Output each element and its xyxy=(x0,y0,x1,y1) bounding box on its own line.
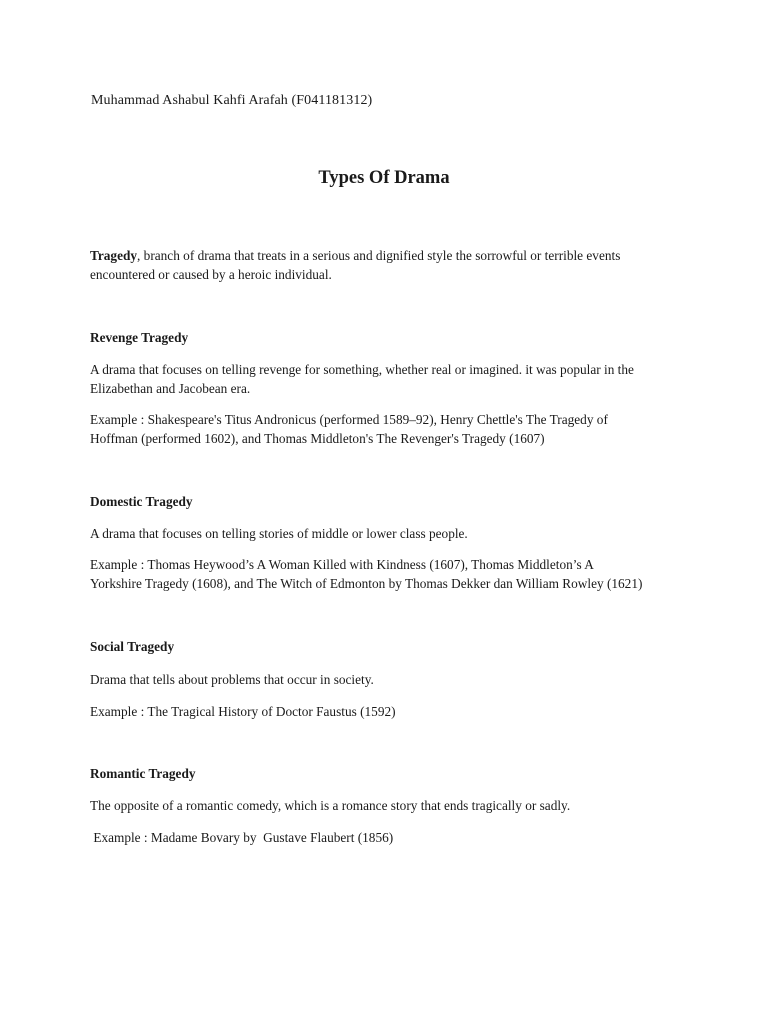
description-line: Drama that tells about problems that occur in society. xyxy=(90,672,374,687)
author-line: Muhammad Ashabul Kahfi Arafah (F041181312) xyxy=(91,93,373,108)
intro-line-2: encountered or caused by a heroic individual. xyxy=(90,266,332,282)
example-line: Yorkshire Tragedy (1608), and The Witch of Edmonton by Thomas Dekker dan William Rowley (1621) xyxy=(90,575,643,591)
section-example-domestic-tragedy xyxy=(90,556,690,593)
intro-term: Tragedy xyxy=(90,248,138,263)
section-heading-social-tragedy: Social Tragedy xyxy=(90,639,175,654)
description-line: Elizabethan and Jacobean era. xyxy=(90,380,251,396)
section-description-romantic-tragedy xyxy=(90,797,690,816)
example-line: Example : The Tragical History of Doctor Faustus (1592) xyxy=(90,704,396,719)
section-example-romantic-tragedy xyxy=(90,829,690,848)
intro-line-1-text: , branch of drama that treats in a serious and dignified style the sorrowful or terrible events xyxy=(137,248,621,263)
intro-line-1 xyxy=(90,247,690,266)
example-line: Example : Shakespeare's Titus Andronicus (performed 1589–92), Henry Chettle's The Tragedy of xyxy=(90,412,608,427)
section-description-social-tragedy xyxy=(90,671,690,690)
document-title: Types Of Drama xyxy=(318,168,450,188)
section-example-social-tragedy xyxy=(90,703,690,722)
section-heading-romantic-tragedy: Romantic Tragedy xyxy=(90,766,196,781)
section-description-revenge-tragedy xyxy=(90,361,690,398)
description-line: A drama that focuses on telling stories of middle or lower class people. xyxy=(90,526,468,541)
section-heading-revenge-tragedy: Revenge Tragedy xyxy=(90,330,189,345)
description-line: The opposite of a romantic comedy, which is a romance story that ends tragically or sadly. xyxy=(90,798,571,813)
example-line: Hoffman (performed 1602), and Thomas Middleton's The Revenger's Tragedy (1607) xyxy=(90,430,545,446)
section-description-domestic-tragedy xyxy=(90,525,690,544)
example-line: Example : Madame Bovary by Gustave Flaubert (1856) xyxy=(90,830,394,845)
example-line: Example : Thomas Heywood’s A Woman Killed with Kindness (1607), Thomas Middleton’s A xyxy=(90,557,594,572)
section-heading-domestic-tragedy: Domestic Tragedy xyxy=(90,494,193,509)
description-line: A drama that focuses on telling revenge for something, whether real or imagined. it was popular in the xyxy=(90,362,634,377)
intro-paragraph xyxy=(90,247,690,284)
section-example-revenge-tragedy xyxy=(90,411,690,448)
